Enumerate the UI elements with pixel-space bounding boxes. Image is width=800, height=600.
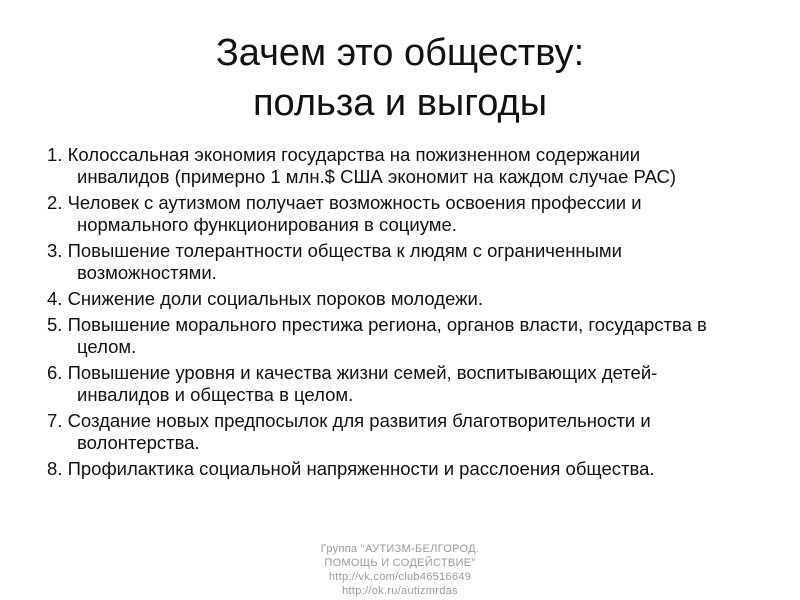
slide-title	[0, 28, 800, 128]
slide-title-line-1: Зачем это обществу:	[215, 32, 585, 74]
footer-watermark	[250, 542, 550, 598]
list-item: 3. Повышение толерантности общества к людям с ограниченными возможностями.	[47, 240, 622, 283]
footer-group-name-line-2: ПОМОЩЬ И СОДЕЙСТВИЕ"	[324, 557, 476, 569]
benefits-list	[47, 144, 737, 484]
list-item: 1. Колоссальная экономия государства на пожизненном содержании инвалидов (примерно 1 млн.$ США экономит на каждом случае РАС)	[47, 144, 677, 187]
footer-vk-link[interactable]: http://vk.com/club46516649	[328, 571, 472, 583]
list-item: 2. Человек с аутизмом получает возможность освоения профессии и нормального функционирования в социуме.	[47, 192, 642, 235]
list-item: 6. Повышение уровня и качества жизни семей, воспитывающих детей-инвалидов и общества в целом.	[47, 362, 658, 405]
footer-ok-link[interactable]: http://ok.ru/autizmrdas	[342, 585, 458, 597]
footer-group-name-line-1: Группа "АУТИЗМ-БЕЛГОРОД.	[320, 543, 480, 555]
list-item: 7. Создание новых предпосылок для развития благотворительности и волонтерства.	[47, 410, 651, 453]
list-item: 5. Повышение морального престижа региона, органов власти, государства в целом.	[47, 314, 707, 357]
list-item: 8. Профилактика социальной напряженности и расслоения общества.	[47, 458, 655, 479]
list-item: 4. Снижение доли социальных пороков молодежи.	[47, 288, 484, 309]
slide-title-line-2: польза и выгоды	[252, 82, 548, 124]
